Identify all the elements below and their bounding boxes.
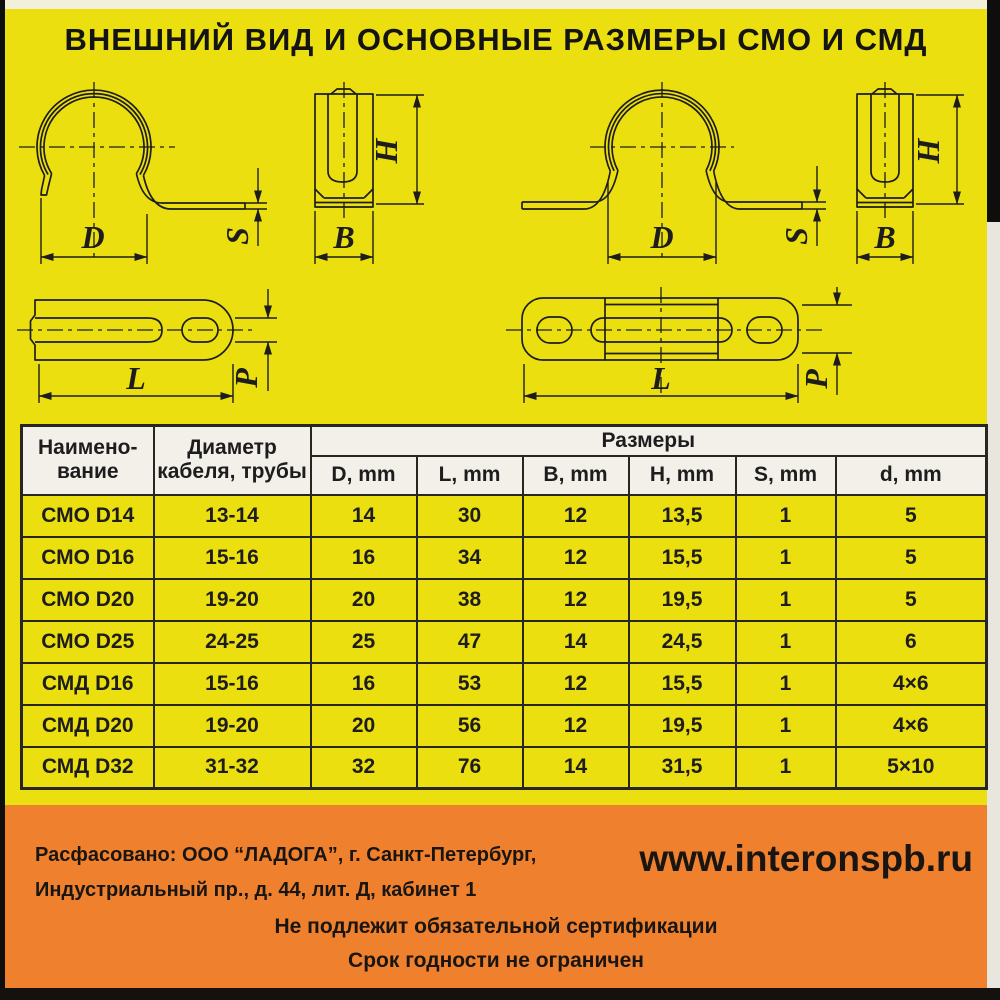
dim-label-s: S	[778, 227, 814, 245]
shelf-life-note: Срок годности не ограничен	[348, 949, 644, 972]
col-header-name-line1: Наимено-	[38, 436, 138, 460]
cell-D: 20	[311, 579, 417, 621]
dim-label-b: B	[874, 219, 896, 255]
dim-label-h: H	[910, 138, 946, 164]
cell-name: СМО D14	[22, 495, 154, 537]
dim-label-d: D	[81, 219, 105, 255]
col-header-diameter-line1: Диаметр	[187, 436, 277, 460]
col-header-d: d, mm	[836, 456, 987, 495]
cell-D: 16	[311, 663, 417, 705]
cell-B: 12	[523, 537, 629, 579]
cell-S: 1	[736, 705, 836, 747]
cell-name: СМД D16	[22, 663, 154, 705]
dim-label-p: P	[798, 369, 834, 389]
cell-d: 4×6	[836, 663, 987, 705]
page-title: ВНЕШНИЙ ВИД И ОСНОВНЫЕ РАЗМЕРЫ СМО И СМД	[64, 22, 928, 57]
col-header-H: H, mm	[629, 456, 736, 495]
smd-top-view-drawing	[490, 283, 970, 413]
col-header-diameter-line2: кабеля, трубы	[157, 460, 307, 484]
cell-B: 12	[523, 705, 629, 747]
cell-name: СМО D20	[22, 579, 154, 621]
dim-label-h: H	[368, 138, 404, 164]
cell-name: СМО D16	[22, 537, 154, 579]
col-header-name-line2: вание	[56, 460, 119, 484]
cell-diameter: 24-25	[154, 621, 311, 663]
cell-S: 1	[736, 537, 836, 579]
cell-S: 1	[736, 579, 836, 621]
dim-label-b: B	[333, 219, 355, 255]
cell-d: 5	[836, 579, 987, 621]
table-row	[22, 621, 987, 663]
cell-D: 32	[311, 747, 417, 789]
col-header-D: D, mm	[311, 456, 417, 495]
cell-H: 19,5	[629, 705, 736, 747]
table-row	[22, 663, 987, 705]
packaging-info-line1: Расфасовано: ООО “ЛАДОГА”, г. Санкт-Петербург,	[35, 844, 537, 866]
cell-H: 13,5	[629, 495, 736, 537]
smo-top-view-drawing	[5, 283, 425, 413]
cell-d: 4×6	[836, 705, 987, 747]
table-row	[22, 579, 987, 621]
cell-B: 12	[523, 579, 629, 621]
col-header-name	[22, 426, 154, 495]
cell-diameter: 13-14	[154, 495, 311, 537]
cell-L: 38	[417, 579, 523, 621]
cell-L: 30	[417, 495, 523, 537]
cell-H: 24,5	[629, 621, 736, 663]
cell-S: 1	[736, 747, 836, 789]
cell-L: 34	[417, 537, 523, 579]
dim-label-s: S	[219, 227, 255, 245]
cell-B: 14	[523, 621, 629, 663]
cell-D: 16	[311, 537, 417, 579]
col-header-L: L, mm	[417, 456, 523, 495]
smo-side-front-drawing	[5, 78, 465, 273]
cell-B: 14	[523, 747, 629, 789]
cell-H: 31,5	[629, 747, 736, 789]
cell-D: 14	[311, 495, 417, 537]
dimensions-table	[20, 424, 988, 790]
website-url: www.interonspb.ru	[639, 838, 973, 879]
dim-label-d: D	[650, 219, 674, 255]
col-header-diameter	[154, 426, 311, 495]
cell-name: СМД D32	[22, 747, 154, 789]
dim-label-l: L	[651, 360, 671, 396]
photo-edge-right-light	[987, 222, 1000, 988]
col-group-sizes: Размеры	[311, 426, 987, 456]
cell-diameter: 31-32	[154, 747, 311, 789]
cell-B: 12	[523, 663, 629, 705]
cell-d: 6	[836, 621, 987, 663]
cell-name: СМД D20	[22, 705, 154, 747]
cell-diameter: 19-20	[154, 579, 311, 621]
cell-B: 12	[523, 495, 629, 537]
table-row	[22, 705, 987, 747]
photo-edge-top	[5, 0, 987, 9]
smd-side-front-drawing	[470, 78, 990, 273]
cell-D: 20	[311, 705, 417, 747]
cell-L: 56	[417, 705, 523, 747]
cell-d: 5×10	[836, 747, 987, 789]
cell-d: 5	[836, 537, 987, 579]
packaging-info-line2: Индустриальный пр., д. 44, лит. Д, кабинет 1	[35, 879, 477, 901]
cell-H: 15,5	[629, 537, 736, 579]
cell-name: СМО D25	[22, 621, 154, 663]
packaging-info	[35, 838, 536, 908]
dim-label-p: P	[228, 368, 264, 388]
cell-diameter: 15-16	[154, 537, 311, 579]
cell-diameter: 19-20	[154, 705, 311, 747]
cell-D: 25	[311, 621, 417, 663]
table-row	[22, 537, 987, 579]
certification-note: Не подлежит обязательной сертификации	[274, 915, 718, 938]
photo-edge-bottom	[0, 988, 1000, 1000]
cell-S: 1	[736, 495, 836, 537]
cell-d: 5	[836, 495, 987, 537]
table-row	[22, 747, 987, 789]
cell-H: 19,5	[629, 579, 736, 621]
cell-diameter: 15-16	[154, 663, 311, 705]
table-row	[22, 495, 987, 537]
cell-H: 15,5	[629, 663, 736, 705]
cell-L: 53	[417, 663, 523, 705]
col-header-S: S, mm	[736, 456, 836, 495]
cell-S: 1	[736, 621, 836, 663]
dim-label-l: L	[126, 360, 146, 396]
cell-S: 1	[736, 663, 836, 705]
cell-L: 76	[417, 747, 523, 789]
footer	[5, 805, 987, 988]
col-header-B: B, mm	[523, 456, 629, 495]
cell-L: 47	[417, 621, 523, 663]
